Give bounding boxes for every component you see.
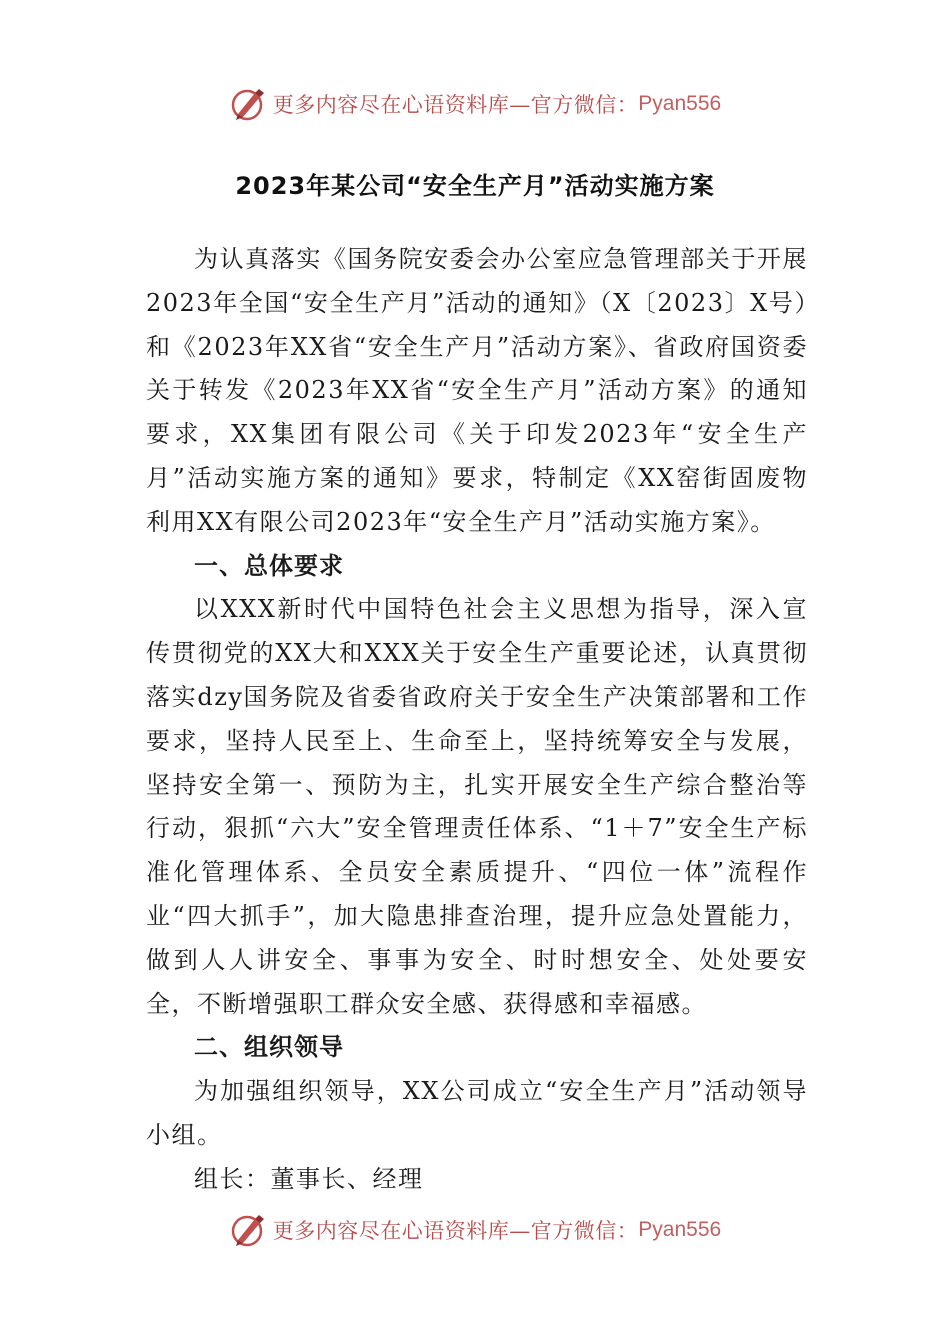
watermark-banner-top [0, 82, 950, 126]
watermark-banner-bottom [0, 1208, 950, 1252]
general-requirements-paragraph: 以XXX新时代中国特色社会主义思想为指导，深入宣传贯彻党的XX大和XXX关于安全生产重要论述，认真贯彻落实dzy国务院及省委省政府关于安全生产决策部署和工作要求，坚持人民至上、生命至上，坚持统筹安全与发展，坚持安全第一、预防为主，扎实开展安全生产综合整治等行动，狠抓“六大”安全管理责任体系、“1＋7”安全生产标准化管理体系、全员安全素质提升、“四位一体”流程作业“四大抓手”，加大隐患排查治理，提升应急处置能力，做到人人讲安全、事事为安全、时时想安全、处处要安全，不断增强职工群众安全感、获得感和幸福感。 [146, 595, 808, 1018]
watermark-wechat-id: Pyan556 [638, 92, 722, 115]
pen-circle-logo-icon [229, 84, 269, 124]
leader-line: 组长：董事长、经理 [194, 1164, 424, 1193]
pen-circle-logo-icon [229, 1210, 269, 1250]
document-body [146, 238, 808, 1202]
section-heading-general-requirements: 一、总体要求 [194, 551, 344, 580]
watermark-text: 更多内容尽在心语资料库—官方微信： [272, 93, 639, 117]
organization-paragraph: 为加强组织领导，XX公司成立“安全生产月”活动领导小组。 [146, 1077, 808, 1149]
watermark-text: 更多内容尽在心语资料库—官方微信： [272, 1219, 639, 1243]
watermark-wechat-id: Pyan556 [638, 1218, 722, 1241]
intro-paragraph: 为认真落实《国务院安委会办公室应急管理部关于开展2023年全国“安全生产月”活动的通知》（X〔2023〕X号）和《2023年XX省“安全生产月”活动方案》、省政府国资委关于转发《2023年XX省“安全生产月”活动方案》的通知要求，XX集团有限公司《关于印发2023年“安全生产月”活动实施方案的通知》要求，特制定《XX窑街固废物利用XX有限公司2023年“安全生产月”活动实施方案》。 [146, 245, 808, 536]
document-title: 2023年某公司“安全生产月”活动实施方案 [235, 172, 715, 200]
section-heading-organization: 二、组织领导 [194, 1033, 344, 1062]
